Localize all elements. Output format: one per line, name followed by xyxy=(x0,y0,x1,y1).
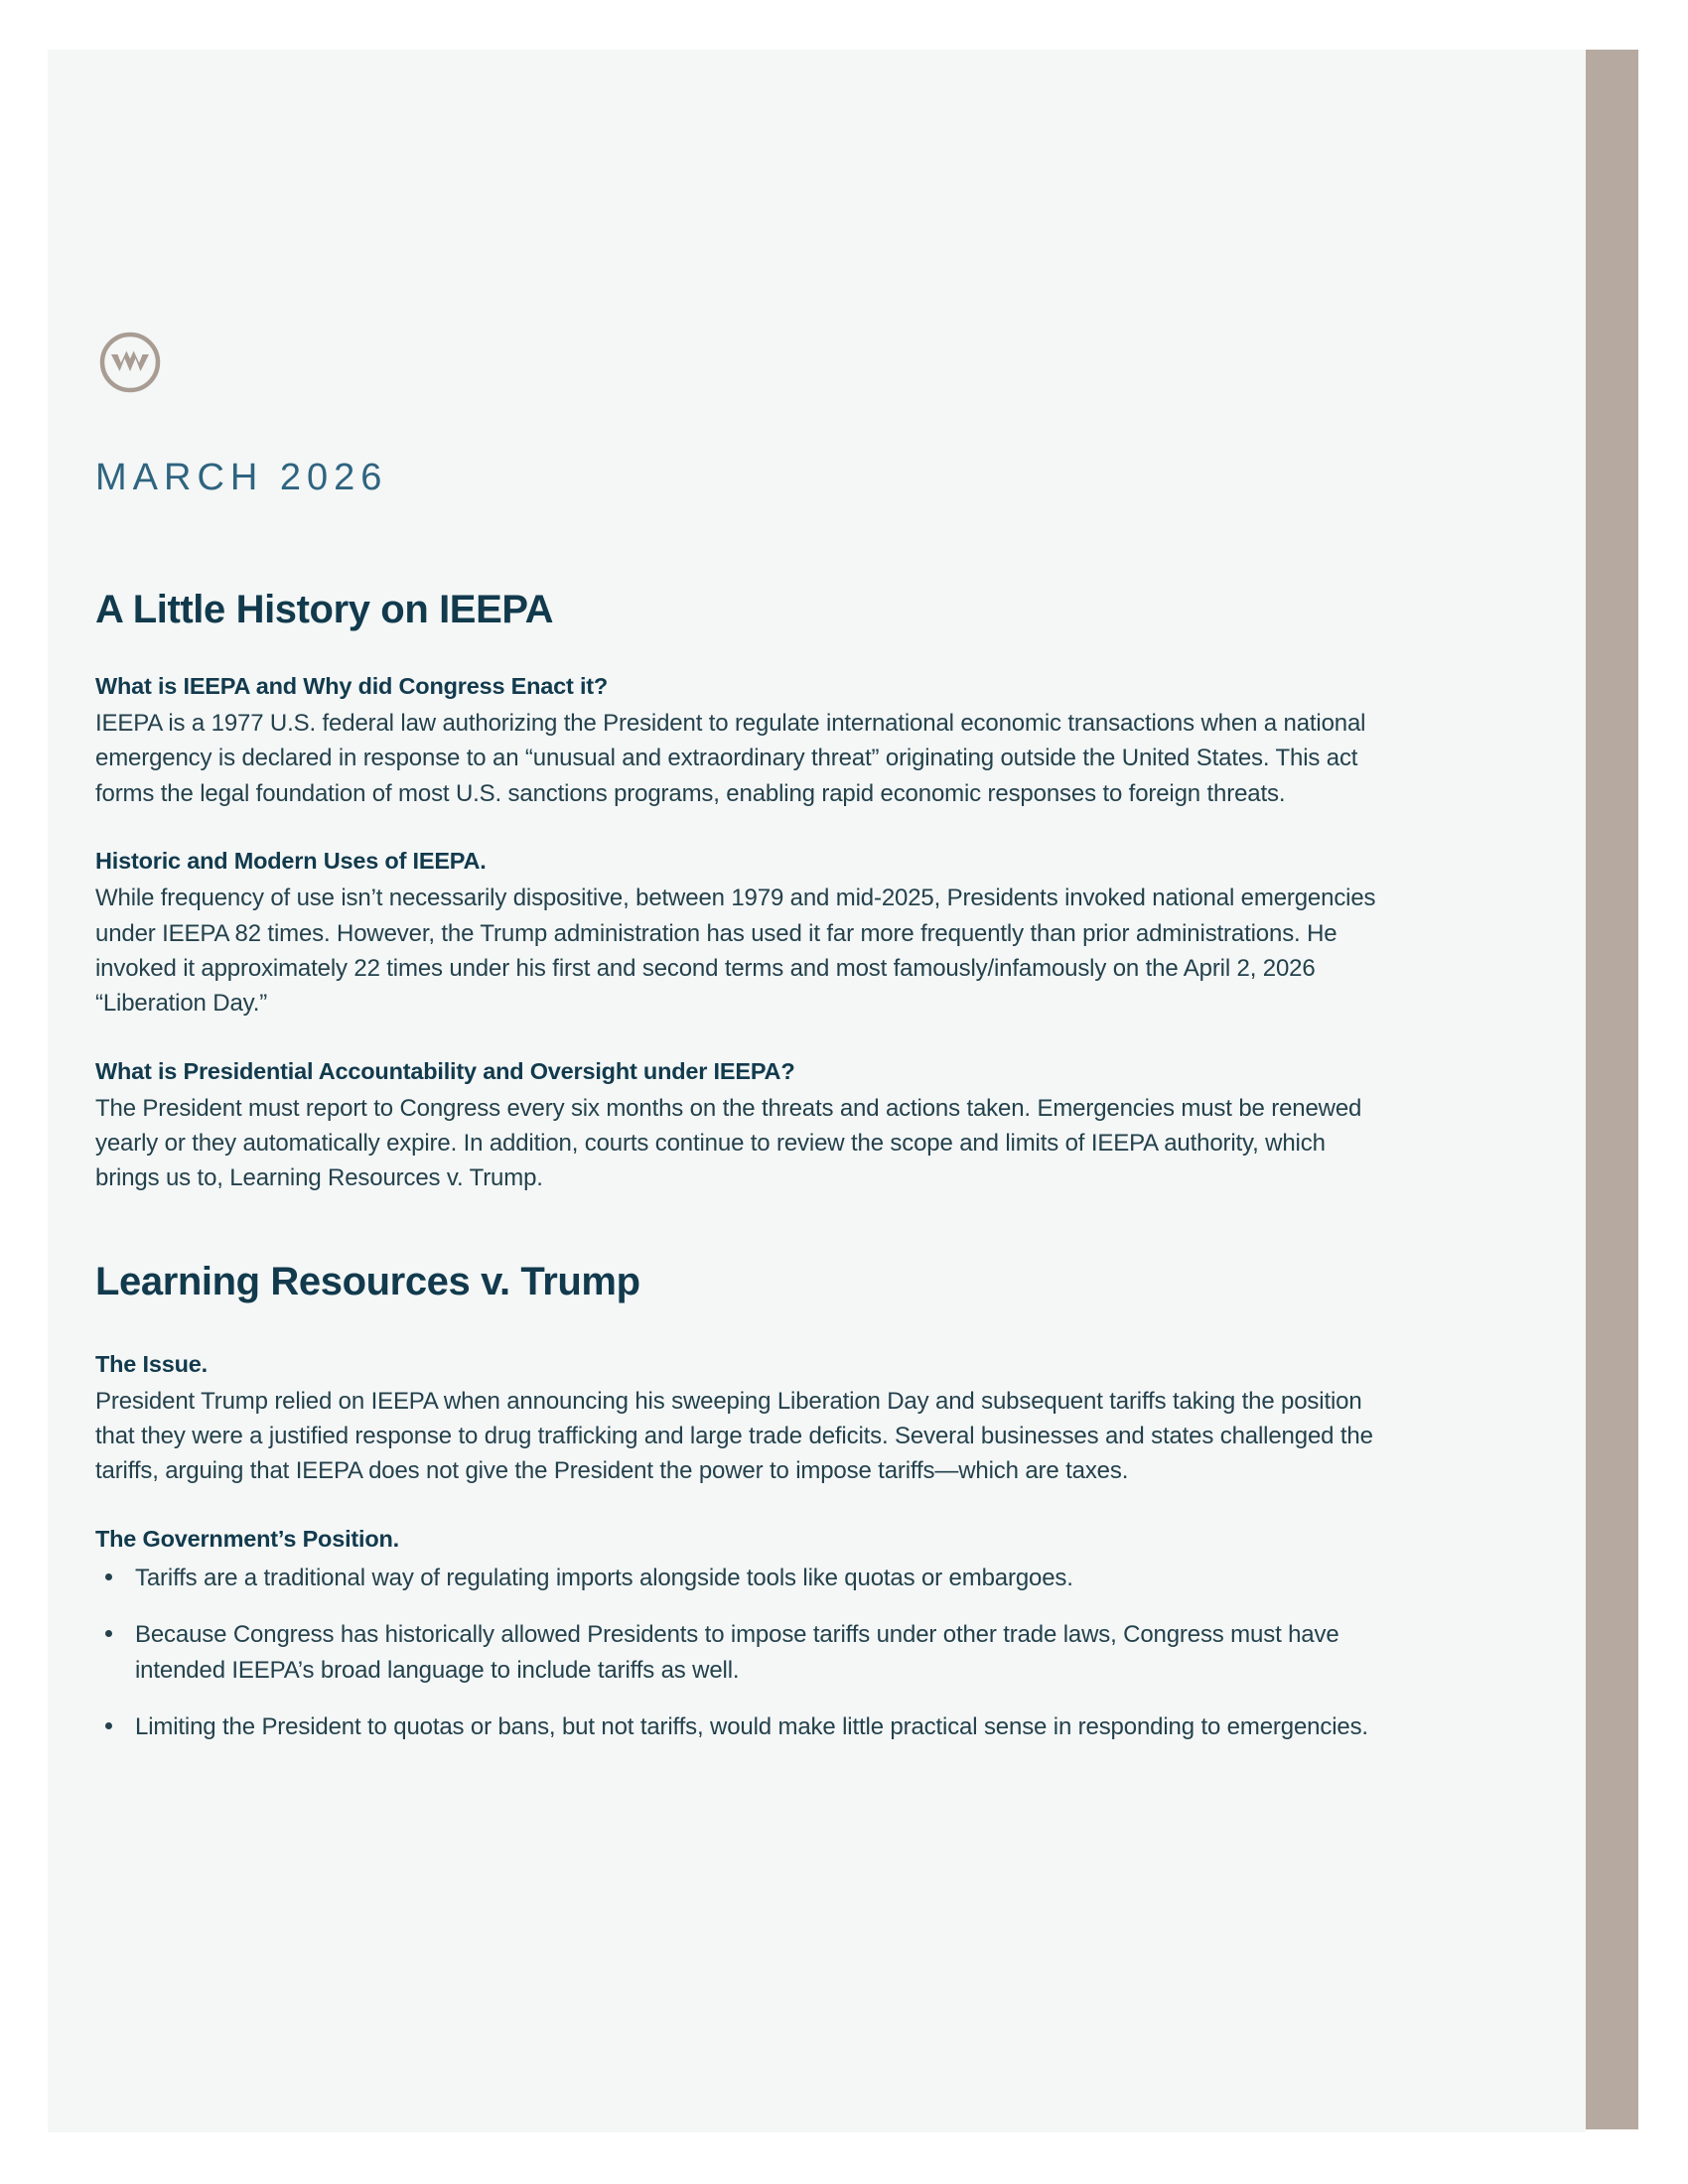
block-accountability xyxy=(95,1055,1376,1196)
list-item-text: Limiting the President to quotas or bans, but not tariffs, would make little practical sense in responding to emergencies. xyxy=(135,1712,1368,1740)
block-government-position xyxy=(95,1523,1376,1744)
document-content xyxy=(95,328,1376,1744)
sub-heading: What is IEEPA and Why did Congress Enact it? xyxy=(95,672,609,699)
block-the-issue xyxy=(95,1348,1376,1489)
bullet-dot-icon xyxy=(105,1722,112,1729)
sub-heading: Historic and Modern Uses of IEEPA. xyxy=(95,848,487,875)
sub-heading: What is Presidential Accountability and Oversight under IEEPA? xyxy=(95,1057,795,1084)
sub-heading: The Government’s Position. xyxy=(95,1525,400,1552)
list-item-text: Because Congress has historically allowed Presidents to impose tariffs under other trade laws, Congress must have intended IEEPA’s broad language to include tariffs as well. xyxy=(135,1621,1339,1684)
block-historic-uses xyxy=(95,845,1376,1021)
bullet-dot-icon xyxy=(105,1630,112,1637)
list-item-text: Tariffs are a traditional way of regulating imports alongside tools like quotas or embargoes. xyxy=(135,1565,1073,1592)
brand-logo xyxy=(95,328,165,397)
section-title-ieepa-history: A Little History on IEEPA xyxy=(95,588,554,631)
list-item xyxy=(95,1561,1376,1595)
body-paragraph: The President must report to Congress every six months on the threats and actions taken. Emergencies must be renewed yearly or they automatically expire. In addition, courts continue to review the scope and limits of IEEPA authority, which brings us to, Learning Resources v. Trump. xyxy=(95,1094,1362,1192)
sub-heading: The Issue. xyxy=(95,1350,208,1377)
list-item xyxy=(95,1617,1376,1688)
government-position-list xyxy=(95,1561,1376,1744)
body-paragraph: IEEPA is a 1977 U.S. federal law authorizing the President to regulate international economic transactions when a national emergency is declared in response to an “unusual and extraordinary threat” originating outside the United States. This act forms the legal foundation of most U.S. sanctions programs, enabling rapid economic responses to foreign threats. xyxy=(95,710,1366,807)
section-title-learning-resources: Learning Resources v. Trump xyxy=(95,1259,640,1303)
issue-date: MARCH 2026 xyxy=(95,457,388,498)
decorative-side-bar xyxy=(1586,50,1638,2129)
circle-w-monogram-icon xyxy=(95,328,165,397)
list-item xyxy=(95,1709,1376,1744)
bullet-dot-icon xyxy=(105,1573,112,1580)
body-paragraph: President Trump relied on IEEPA when announcing his sweeping Liberation Day and subsequent tariffs taking the position that they were a justified response to drug trafficking and large trade deficits. Several businesses and states challenged the tariffs, arguing that IEEPA does not give the President the power to impose tariffs—which are taxes. xyxy=(95,1387,1373,1485)
block-what-is-ieepa xyxy=(95,670,1376,811)
body-paragraph: While frequency of use isn’t necessarily dispositive, between 1979 and mid-2025, Presidents invoked national emergencies under IEEPA 82 times. However, the Trump administration has used it far more frequently than prior administrations. He invoked it approximately 22 times under his first and second terms and most famously/infamously on the April 2, 2026 “Liberation Day.” xyxy=(95,885,1376,1018)
